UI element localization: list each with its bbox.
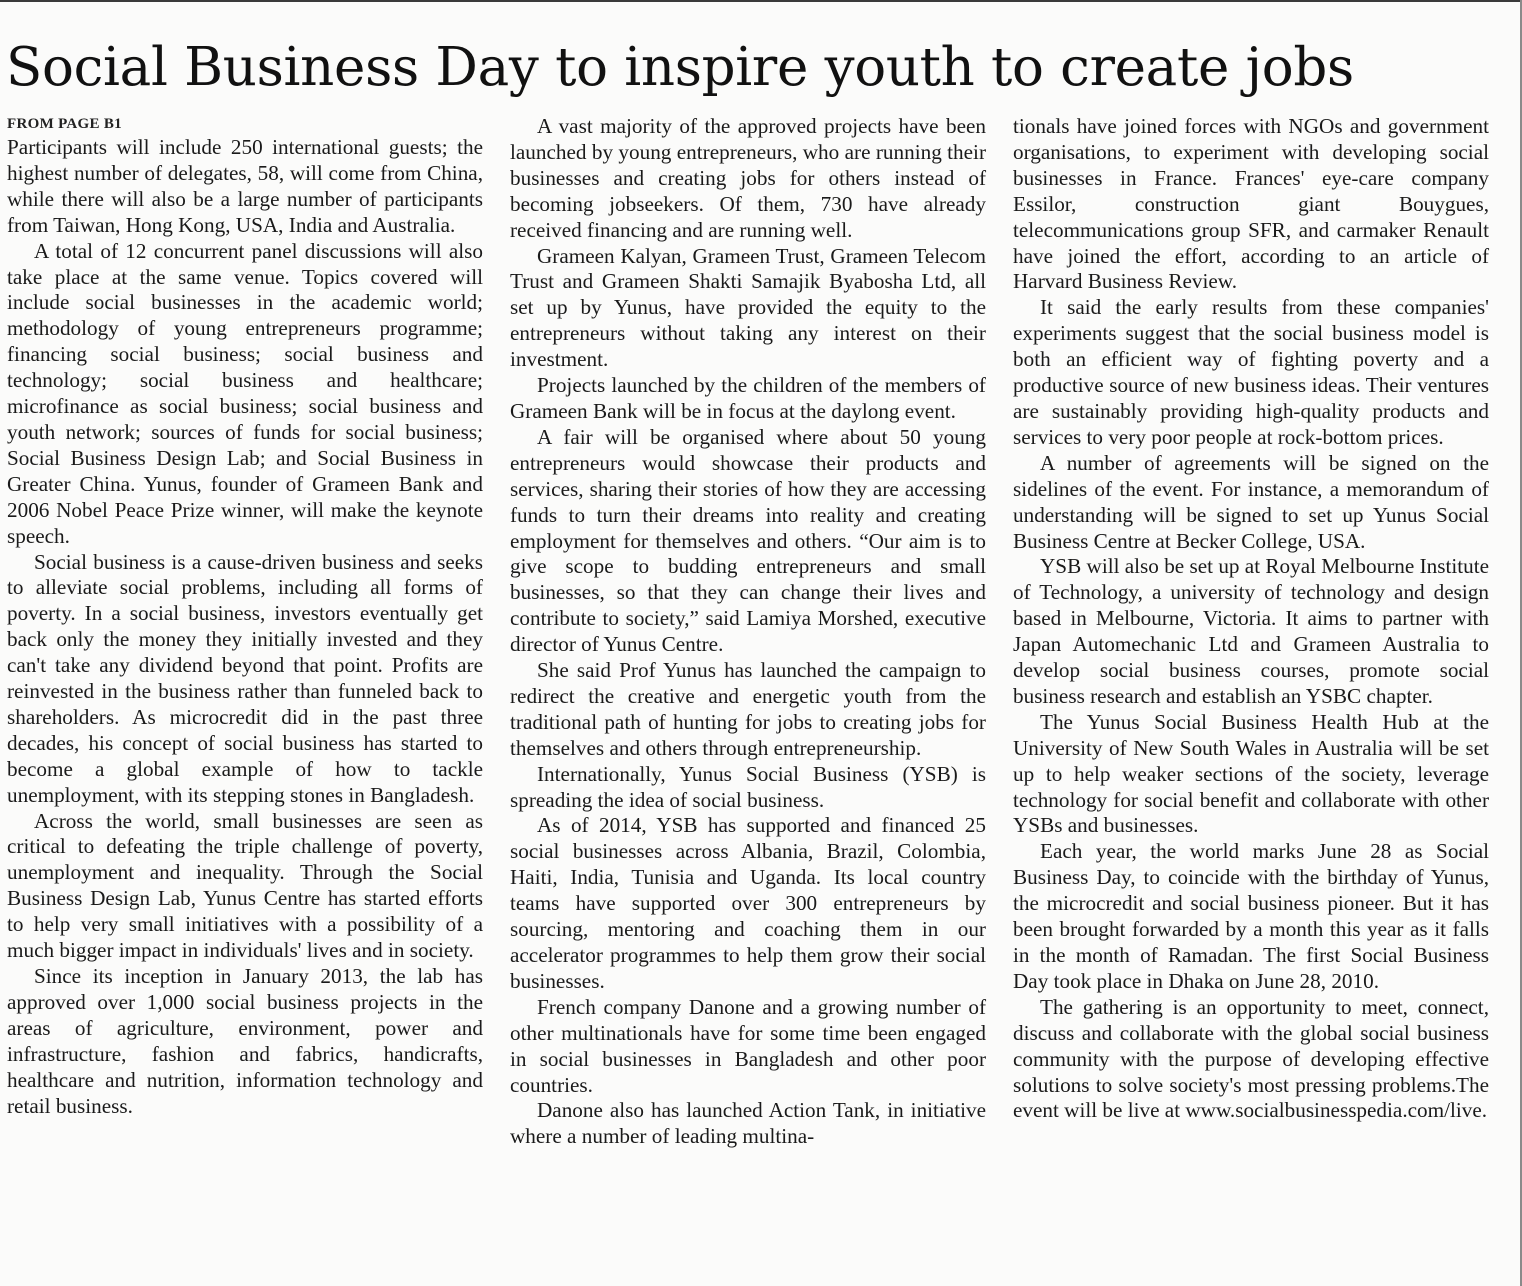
paragraph: It said the early results from these companies' experiments suggest that the social business model is both an efficient way of fighting poverty and a productive source of new business ideas. Their ventures are sustainably providing high-quality products and services to very poor people at rock-bottom prices. — [1013, 295, 1489, 449]
paragraph: The gathering is an opportunity to meet, connect, discuss and collaborate with the global social business community with the purpose of developing effective solutions to solve society's most pressing problems.The event will be live at www.socialbusinesspedia.com/live. — [1013, 994, 1489, 1123]
paragraph: French company Danone and a growing number of other multinationals have for some time been engaged in social businesses in Bangladesh and other poor countries. — [510, 994, 986, 1097]
paragraph: Projects launched by the children of the members of Grameen Bank will be in focus at the daylong event. — [510, 373, 986, 423]
article-column-3 — [1013, 114, 1489, 1124]
top-rule — [0, 0, 1522, 2]
paragraph: A vast majority of the approved projects have been launched by young entrepreneurs, who are running their businesses and creating jobs for others instead of becoming jobseekers. Of them, 730 have already received financing and are running well. — [510, 114, 986, 242]
paragraph: YSB will also be set up at Royal Melbourne Institute of Technology, a university of technology and design based in Melbourne, Victoria. It aims to partner with Japan Automechanic Ltd and Grameen Australia to develop social business courses, promote social business research and establish an YSBC chapter. — [1013, 554, 1490, 708]
paragraph: A number of agreements will be signed on the sidelines of the event. For instance, a memorandum of understanding will be signed to set up Yunus Social Business Centre at Becker College, USA. — [1013, 450, 1489, 553]
article-kicker: FROM PAGE B1 — [7, 116, 122, 132]
paragraph: Since its inception in January 2013, the lab has approved over 1,000 social business projects in the areas of agriculture, environment, power and infrastructure, fashion and fabrics, handicrafts, healthcare and nutrition, information technology and retail business. — [7, 964, 483, 1118]
paragraph: Social business is a cause-driven business and seeks to alleviate social problems, including all forms of poverty. In a social business, investors eventually get back only the money they initially invested and they can't take any dividend beyond that point. Profits are reinvested in the business rather than funneled back to shareholders. As microcredit did in the past three decades, his concept of social business has started to become a global example of how to tackle unemployment, with its stepping stones in Bangladesh. — [7, 549, 483, 807]
paragraph: Across the world, small businesses are seen as critical to defeating the triple challenge of poverty, unemployment and inequality. Through the Social Business Design Lab, Yunus Centre has started efforts to help very small initiatives with a possibility of a much bigger impact in individuals' lives and in society. — [7, 808, 483, 963]
paragraph: Grameen Kalyan, Grameen Trust, Grameen Telecom Trust and Grameen Shakti Samajik Byabosha Ltd, all set up by Yunus, have provided the equity to the entrepreneurs without taking any interest on their investment. — [510, 243, 986, 372]
paragraph: A total of 12 concurrent panel discussions will also take place at the same venue. Topics covered will include social businesses in the academic world; methodology of young entrepreneurs programme; financing social business; social business and technology; social business and healthcare; microfinance as social business; social business and youth network; sources of funds for social business; Social Business Design Lab; and Social Business in Greater China. Yunus, founder of Grameen Bank and 2006 Nobel Peace Prize winner, will make the keynote speech. — [7, 238, 483, 548]
article-column-2 — [510, 114, 986, 1150]
paragraph: Participants will include 250 international guests; the highest number of delegates, 58, will come from China, while there will also be a large number of participants from Taiwan, Hong Kong, USA, India and Australia. — [7, 135, 483, 237]
article-headline: Social Business Day to inspire youth to create jobs — [6, 37, 1354, 98]
paragraph: tionals have joined forces with NGOs and government organisations, to experiment with developing social businesses in France. Frances' eye-care company Essilor, construction giant Bouygues, telecommunications group SFR, and carmaker Renault have joined the effort, according to an article of Harvard Business Review. — [1013, 114, 1489, 294]
article-column-1 — [7, 135, 483, 1119]
paragraph: Each year, the world marks June 28 as Social Business Day, to coincide with the birthday of Yunus, the microcredit and social business pioneer. But it has been brought forwarded by a month this year as it falls in the month of Ramadan. The first Social Business Day took place in Dhaka on June 28, 2010. — [1013, 839, 1489, 993]
paragraph: Danone also has launched Action Tank, in initiative where a number of leading multina- — [510, 1098, 986, 1149]
paragraph: The Yunus Social Business Health Hub at the University of New South Wales in Australia will be set up to help weaker sections of the society, leverage technology for social benefit and collaborate with other YSBs and businesses. — [1013, 709, 1489, 838]
paragraph: A fair will be organised where about 50 young entrepreneurs would showcase their products and services, sharing their stories of how they are accessing funds to turn their dreams into reality and creating employment for themselves and others. “Our aim is to give scope to budding entrepreneurs and small businesses, so that they can change their lives and contribute to society,” said Lamiya Morshed, executive director of Yunus Centre. — [510, 424, 986, 657]
paragraph: As of 2014, YSB has supported and financed 25 social businesses across Albania, Brazil, Colombia, Haiti, India, Tunisia and Uganda. Its local country teams have supported over 300 entrepreneurs by sourcing, mentoring and coaching them in our accelerator programmes to help them grow their social businesses. — [510, 813, 986, 993]
paragraph: Internationally, Yunus Social Business (YSB) is spreading the idea of social business. — [510, 761, 986, 812]
paragraph: She said Prof Yunus has launched the campaign to redirect the creative and energetic youth from the traditional path of hunting for jobs to creating jobs for themselves and others through entrepreneurship. — [510, 658, 986, 760]
